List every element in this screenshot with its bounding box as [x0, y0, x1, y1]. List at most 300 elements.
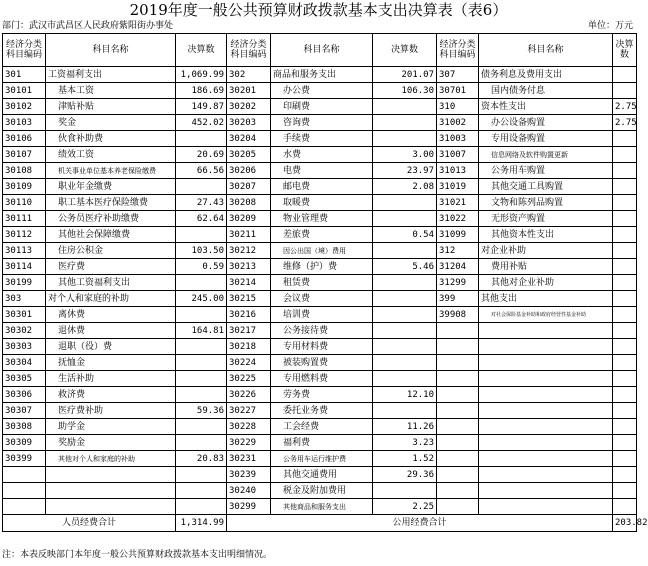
table-row	[3, 67, 637, 83]
row-item-name	[46, 467, 176, 483]
row-item-name: 公务员医疗补助缴费	[46, 211, 176, 227]
row-amount	[613, 403, 637, 419]
row-code: 30226	[227, 387, 271, 403]
row-item-name: 其他支出	[479, 291, 613, 307]
row-item-name: 办公费	[271, 83, 373, 99]
table-row	[3, 467, 637, 483]
header-name-3: 科目名称	[479, 34, 613, 67]
row-code: 30701	[437, 83, 479, 99]
row-amount	[176, 371, 227, 387]
row-item-name: 信息网络及软件购置更新	[479, 147, 613, 163]
row-code: 30213	[227, 259, 271, 275]
row-amount	[613, 371, 637, 387]
row-code: 30301	[3, 307, 46, 323]
row-amount: 20.69	[176, 147, 227, 163]
row-amount: 0.59	[176, 259, 227, 275]
row-item-name	[479, 387, 613, 403]
expenditure-table	[2, 33, 648, 532]
row-amount: 3.23	[373, 435, 437, 451]
page-title: 2019年度一般公共预算财政拨款基本支出决算表（表6）	[129, 1, 508, 19]
row-amount	[613, 163, 637, 179]
table-row	[3, 147, 637, 163]
row-code: 30229	[227, 435, 271, 451]
row-item-name: 其他资本性支出	[479, 227, 613, 243]
row-code: 31099	[437, 227, 479, 243]
row-code: 30304	[3, 355, 46, 371]
row-item-name: 水费	[271, 147, 373, 163]
row-amount: 27.43	[176, 195, 227, 211]
row-code	[437, 387, 479, 403]
row-amount	[176, 467, 227, 483]
row-amount	[613, 339, 637, 355]
table-row	[3, 483, 637, 499]
row-code: 31002	[437, 115, 479, 131]
row-code: 30107	[3, 147, 46, 163]
row-item-name: 津贴补贴	[46, 99, 176, 115]
header-code-2: 经济分类科目编码	[227, 34, 271, 67]
row-item-name: 医疗费补助	[46, 403, 176, 419]
row-item-name: 伙食补助费	[46, 131, 176, 147]
row-amount	[176, 483, 227, 499]
row-item-name: 住房公积金	[46, 243, 176, 259]
row-amount	[613, 259, 637, 275]
row-item-name: 机关事业单位基本养老保险缴费	[46, 163, 176, 179]
row-amount: 2.75	[613, 115, 637, 131]
row-amount: 245.00	[176, 291, 227, 307]
department-label: 部门：武汉市武昌区人民政府紫阳街办事处	[2, 21, 174, 31]
row-item-name: 公务接待费	[271, 323, 373, 339]
row-code: 30112	[3, 227, 46, 243]
row-amount	[613, 227, 637, 243]
table-row	[3, 259, 637, 275]
table-row	[3, 195, 637, 211]
row-amount: 103.50	[176, 243, 227, 259]
public-total-label: 公用经费合计	[227, 515, 613, 532]
row-code	[437, 403, 479, 419]
row-item-name	[479, 403, 613, 419]
header-amount-1: 决算数	[176, 34, 227, 67]
row-amount: 1.52	[373, 451, 437, 467]
row-amount	[176, 499, 227, 515]
row-amount: 5.46	[373, 259, 437, 275]
row-code: 30231	[227, 451, 271, 467]
table-row	[3, 211, 637, 227]
row-code: 301	[3, 67, 46, 83]
row-code: 30302	[3, 323, 46, 339]
row-amount	[613, 275, 637, 291]
row-item-name	[479, 371, 613, 387]
row-code: 30206	[227, 163, 271, 179]
row-amount	[176, 435, 227, 451]
row-code: 30307	[3, 403, 46, 419]
row-amount	[613, 131, 637, 147]
row-amount	[176, 227, 227, 243]
row-code: 30306	[3, 387, 46, 403]
row-amount: 62.64	[176, 211, 227, 227]
row-amount: 452.02	[176, 115, 227, 131]
row-amount	[613, 483, 637, 499]
row-item-name: 退职（役）费	[46, 339, 176, 355]
totals-row	[3, 515, 637, 532]
row-code: 30106	[3, 131, 46, 147]
row-item-name	[479, 499, 613, 515]
row-item-name: 工资福利支出	[46, 67, 176, 83]
row-amount: 1,069.99	[176, 67, 227, 83]
row-code: 307	[437, 67, 479, 83]
row-code: 30199	[3, 275, 46, 291]
row-amount: 20.83	[176, 451, 227, 467]
row-amount	[613, 179, 637, 195]
row-amount: 2.75	[613, 99, 637, 115]
row-code: 31019	[437, 179, 479, 195]
row-item-name: 其他对个人和家庭的补助	[46, 451, 176, 467]
row-code: 30201	[227, 83, 271, 99]
row-amount	[373, 195, 437, 211]
row-amount: 29.36	[373, 467, 437, 483]
row-code: 30212	[227, 243, 271, 259]
row-item-name: 绩效工资	[46, 147, 176, 163]
row-item-name	[479, 483, 613, 499]
footnote: 注：本表反映部门本年度一般公共预算财政拨款基本支出明细情况。	[2, 550, 273, 560]
row-code: 310	[437, 99, 479, 115]
row-code: 30110	[3, 195, 46, 211]
row-code: 39908	[437, 307, 479, 323]
table-row	[3, 179, 637, 195]
table-row	[3, 115, 637, 131]
row-item-name: 其他工资福利支出	[46, 275, 176, 291]
row-amount	[613, 499, 637, 515]
row-item-name: 电费	[271, 163, 373, 179]
row-item-name	[479, 339, 613, 355]
row-amount	[613, 83, 637, 99]
row-item-name: 债务利息及费用支出	[479, 67, 613, 83]
header-name-1: 科目名称	[46, 34, 176, 67]
row-code: 30215	[227, 291, 271, 307]
row-code: 30214	[227, 275, 271, 291]
table-row	[3, 451, 637, 467]
row-amount: 149.87	[176, 99, 227, 115]
row-amount	[613, 323, 637, 339]
row-code: 312	[437, 243, 479, 259]
row-code: 30211	[227, 227, 271, 243]
row-amount	[613, 467, 637, 483]
row-item-name: 因公出国（境）费用	[271, 243, 373, 259]
row-item-name: 对企业补助	[479, 243, 613, 259]
row-amount	[373, 403, 437, 419]
row-item-name: 对社会保险基金补助和政府经营性基金补助	[479, 307, 613, 323]
row-item-name: 税金及附加费用	[271, 483, 373, 499]
row-item-name	[479, 435, 613, 451]
row-item-name: 生活补助	[46, 371, 176, 387]
table-row	[3, 83, 637, 99]
row-item-name: 其他商品和服务支出	[271, 499, 373, 515]
row-item-name: 资本性支出	[479, 99, 613, 115]
header-code-1: 经济分类科目编码	[3, 34, 46, 67]
row-item-name: 培训费	[271, 307, 373, 323]
row-item-name: 离休费	[46, 307, 176, 323]
header-code-3: 经济分类科目编码	[437, 34, 479, 67]
table-row	[3, 227, 637, 243]
row-amount	[613, 67, 637, 83]
row-amount	[373, 339, 437, 355]
row-item-name	[479, 323, 613, 339]
row-amount	[373, 243, 437, 259]
row-code: 30225	[227, 371, 271, 387]
row-code: 31204	[437, 259, 479, 275]
row-code	[3, 499, 46, 515]
row-item-name: 专用材料费	[271, 339, 373, 355]
row-code: 30224	[227, 355, 271, 371]
row-code: 30114	[3, 259, 46, 275]
row-code: 302	[227, 67, 271, 83]
row-code: 31299	[437, 275, 479, 291]
row-amount	[613, 147, 637, 163]
row-code: 30240	[227, 483, 271, 499]
row-code: 31007	[437, 147, 479, 163]
row-item-name: 对个人和家庭的补助	[46, 291, 176, 307]
row-code	[437, 323, 479, 339]
row-item-name: 公务用车购置	[479, 163, 613, 179]
row-code: 30217	[227, 323, 271, 339]
row-item-name: 专用设备购置	[479, 131, 613, 147]
row-amount	[176, 131, 227, 147]
row-amount: 164.81	[176, 323, 227, 339]
row-code: 31021	[437, 195, 479, 211]
header-name-2: 科目名称	[271, 34, 373, 67]
row-amount	[613, 451, 637, 467]
table-row	[3, 371, 637, 387]
row-code	[437, 355, 479, 371]
row-item-name: 奖金	[46, 115, 176, 131]
row-amount	[176, 419, 227, 435]
table-row	[3, 435, 637, 451]
row-code: 30309	[3, 435, 46, 451]
row-item-name: 助学金	[46, 419, 176, 435]
row-code	[437, 483, 479, 499]
row-code: 30228	[227, 419, 271, 435]
row-amount: 2.08	[373, 179, 437, 195]
table-row	[3, 275, 637, 291]
row-item-name	[479, 467, 613, 483]
row-item-name: 差旅费	[271, 227, 373, 243]
personnel-total-label: 人员经费合计	[3, 515, 176, 532]
row-amount	[373, 131, 437, 147]
row-amount	[373, 355, 437, 371]
row-item-name: 专用燃料费	[271, 371, 373, 387]
public-total-amount: 203.82	[613, 515, 637, 532]
row-code: 30303	[3, 339, 46, 355]
row-amount	[613, 291, 637, 307]
row-item-name: 会议费	[271, 291, 373, 307]
unit-label: 单位：万元	[587, 21, 633, 31]
row-item-name: 办公设备购置	[479, 115, 613, 131]
row-code	[437, 451, 479, 467]
table-row	[3, 403, 637, 419]
row-item-name: 被装购置费	[271, 355, 373, 371]
table-row	[3, 307, 637, 323]
row-item-name: 其他交通工具购置	[479, 179, 613, 195]
row-item-name: 基本工资	[46, 83, 176, 99]
row-item-name	[46, 499, 176, 515]
row-item-name: 其他交通费用	[271, 467, 373, 483]
table-row	[3, 323, 637, 339]
table-row	[3, 339, 637, 355]
row-code: 30227	[227, 403, 271, 419]
row-code: 30399	[3, 451, 46, 467]
row-item-name: 物业管理费	[271, 211, 373, 227]
row-code: 31013	[437, 163, 479, 179]
row-amount: 201.07	[373, 67, 437, 83]
table-row	[3, 355, 637, 371]
row-item-name: 咨询费	[271, 115, 373, 131]
row-item-name: 退休费	[46, 323, 176, 339]
row-amount	[613, 307, 637, 323]
row-item-name: 费用补贴	[479, 259, 613, 275]
row-amount: 59.36	[176, 403, 227, 419]
row-amount	[176, 339, 227, 355]
table-row	[3, 387, 637, 403]
header-amount-2: 决算数	[373, 34, 437, 67]
row-code: 30305	[3, 371, 46, 387]
row-item-name: 国内债务付息	[479, 83, 613, 99]
row-amount	[176, 355, 227, 371]
row-item-name	[46, 483, 176, 499]
row-amount	[176, 387, 227, 403]
table-row	[3, 499, 637, 515]
row-amount	[373, 99, 437, 115]
row-code: 30113	[3, 243, 46, 259]
row-amount	[613, 435, 637, 451]
row-code: 399	[437, 291, 479, 307]
row-amount: 2.25	[373, 499, 437, 515]
row-amount	[613, 211, 637, 227]
row-item-name: 奖励金	[46, 435, 176, 451]
row-code: 31003	[437, 131, 479, 147]
row-code: 30208	[227, 195, 271, 211]
row-code: 30109	[3, 179, 46, 195]
row-amount: 12.10	[373, 387, 437, 403]
table-row	[3, 243, 637, 259]
row-amount	[373, 115, 437, 131]
row-amount	[613, 355, 637, 371]
row-code: 303	[3, 291, 46, 307]
row-amount: 11.26	[373, 419, 437, 435]
row-code	[437, 435, 479, 451]
row-item-name	[479, 419, 613, 435]
row-code: 30205	[227, 147, 271, 163]
personnel-total-amount: 1,314.99	[176, 515, 227, 532]
row-item-name: 租赁费	[271, 275, 373, 291]
row-code	[3, 483, 46, 499]
row-amount: 3.00	[373, 147, 437, 163]
row-code: 30203	[227, 115, 271, 131]
row-amount	[176, 307, 227, 323]
row-code: 30209	[227, 211, 271, 227]
row-item-name: 手续费	[271, 131, 373, 147]
table-row	[3, 419, 637, 435]
table-row	[3, 291, 637, 307]
row-amount	[373, 371, 437, 387]
row-code: 30239	[227, 467, 271, 483]
row-amount	[176, 179, 227, 195]
row-item-name: 其他对企业补助	[479, 275, 613, 291]
header-amount-3: 决算数	[613, 34, 637, 67]
row-code	[437, 339, 479, 355]
table-row	[3, 131, 637, 147]
row-code	[437, 419, 479, 435]
row-code: 30108	[3, 163, 46, 179]
row-code	[437, 499, 479, 515]
row-code: 30216	[227, 307, 271, 323]
table-row	[3, 99, 637, 115]
row-amount: 66.56	[176, 163, 227, 179]
row-item-name: 职业年金缴费	[46, 179, 176, 195]
row-item-name: 医疗费	[46, 259, 176, 275]
row-item-name: 商品和服务支出	[271, 67, 373, 83]
row-item-name: 救济费	[46, 387, 176, 403]
row-code	[437, 371, 479, 387]
row-code: 30308	[3, 419, 46, 435]
row-item-name: 福利费	[271, 435, 373, 451]
row-item-name: 邮电费	[271, 179, 373, 195]
row-code: 30299	[227, 499, 271, 515]
row-code: 30103	[3, 115, 46, 131]
row-amount: 106.30	[373, 83, 437, 99]
row-code: 30218	[227, 339, 271, 355]
row-amount	[613, 195, 637, 211]
table-header-row	[3, 34, 637, 67]
row-item-name: 无形资产购置	[479, 211, 613, 227]
row-item-name: 文物和陈列品购置	[479, 195, 613, 211]
row-amount	[613, 419, 637, 435]
row-amount	[373, 483, 437, 499]
row-item-name: 工会经费	[271, 419, 373, 435]
row-code	[3, 467, 46, 483]
row-amount	[176, 275, 227, 291]
row-item-name	[479, 451, 613, 467]
row-item-name: 职工基本医疗保险缴费	[46, 195, 176, 211]
row-amount	[373, 323, 437, 339]
row-code: 30111	[3, 211, 46, 227]
row-code: 31022	[437, 211, 479, 227]
row-code: 30204	[227, 131, 271, 147]
row-item-name: 抚恤金	[46, 355, 176, 371]
row-item-name: 其他社会保障缴费	[46, 227, 176, 243]
row-amount	[613, 387, 637, 403]
row-amount	[613, 243, 637, 259]
table-row	[3, 163, 637, 179]
row-amount: 23.97	[373, 163, 437, 179]
row-item-name	[479, 355, 613, 371]
row-amount	[373, 211, 437, 227]
row-amount: 186.69	[176, 83, 227, 99]
row-item-name: 印刷费	[271, 99, 373, 115]
row-amount	[373, 291, 437, 307]
row-amount	[373, 275, 437, 291]
row-item-name: 公务用车运行维护费	[271, 451, 373, 467]
row-code: 30101	[3, 83, 46, 99]
row-code	[437, 467, 479, 483]
row-item-name: 维修（护）费	[271, 259, 373, 275]
row-code: 30102	[3, 99, 46, 115]
row-item-name: 委托业务费	[271, 403, 373, 419]
row-code: 30207	[227, 179, 271, 195]
row-item-name: 取暖费	[271, 195, 373, 211]
row-item-name: 劳务费	[271, 387, 373, 403]
row-code: 30202	[227, 99, 271, 115]
row-amount	[373, 307, 437, 323]
row-amount: 0.54	[373, 227, 437, 243]
